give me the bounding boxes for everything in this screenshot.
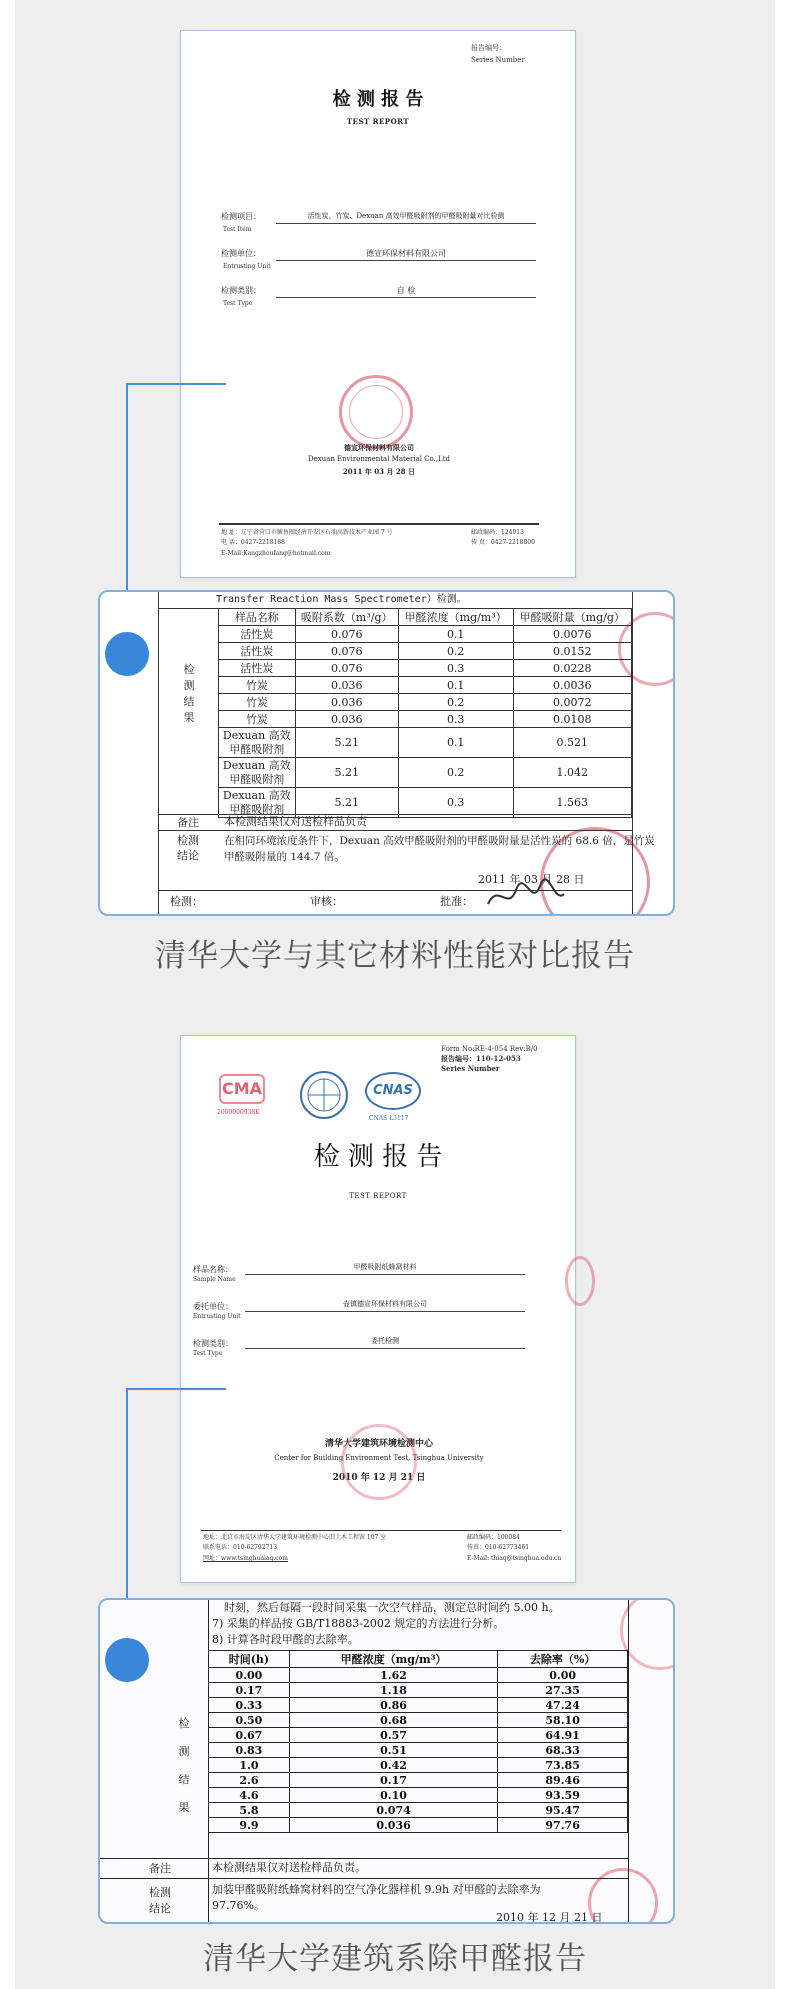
table-header-row [219,609,632,626]
table2-row [209,1683,628,1698]
table2-cell: 95.47 [498,1803,628,1818]
table-cell: 5.21 [295,728,398,758]
table-cell: 0.2 [398,694,513,711]
removal-rate-table [208,1650,628,1833]
unit-underline-2 [245,1311,525,1312]
table-cell-dexuan-name [219,728,296,758]
table-cell: 0.2 [398,643,513,660]
sign-approve: 批准： [440,895,473,908]
table-cell: 活性炭 [219,643,296,660]
zoom-top-text: Transfer Reaction Mass Spectrometer）检测。 [216,594,467,605]
note-label-2: 备注 [149,1862,171,1875]
dexuan-name-line-2: 甲醛吸附剂 [229,742,285,756]
item-underline [276,223,536,224]
table2-row [209,1758,628,1773]
serial-label: 报告编号： [471,44,506,52]
item-label: 检测项目： [221,212,261,221]
table2-cell: 0.86 [289,1698,497,1713]
table-header-cell: 样品名称 [219,609,296,626]
org-en-2: Center for Building Environment Test, Tsinghua University [274,1454,484,1462]
footer-addr: 地 址：辽宁省营口市鲅鱼圈经济开发区石油高新技术产业园 7 号 [221,529,393,536]
table-cell: 竹炭 [219,694,296,711]
unit-en-2: Entrusting Unit [193,1313,241,1320]
type-underline [276,297,536,298]
table-cell: 0.0228 [513,660,631,677]
table2-cell: 27.35 [498,1683,628,1698]
rule-note-2 [100,1858,628,1859]
table2-row [209,1818,628,1833]
table2-cell: 0.51 [289,1743,497,1758]
table-header-cell: 吸附系数（m³/g） [295,609,398,626]
table2-header-row [209,1651,628,1668]
table2-cell: 0.33 [209,1698,290,1713]
table-cell: 0.036 [295,694,398,711]
table-row [219,660,632,677]
table-cell: 活性炭 [219,626,296,643]
footer-tel-2: 联系电话：010-62792713 [203,1544,278,1551]
footer-email-2: E-Mail: thiaq@tsinghua.edu.cn [467,1555,562,1562]
dexuan-name-line-1: Dexuan 高效 [222,728,291,742]
report-subtitle: TEST REPORT [346,117,410,126]
table-cell: 0.0108 [513,711,631,728]
table2-row [209,1803,628,1818]
note-label: 备注 [177,816,199,829]
form-no: Form No:RE-4-054 Rev:B/0 [441,1045,538,1053]
results-side-label-2 [160,1710,208,1822]
org-cn: 德宣环保材料有限公司 [344,443,414,452]
unit-value: 德宣环保材料有限公司 [366,249,446,258]
table-cell: 0.0072 [513,694,631,711]
serial-en-2: Series Number [441,1064,500,1073]
footer-rule-2 [201,1530,561,1531]
rule-concl [158,830,632,831]
org-en: Dexuan Environmental Material Co.,Ltd [307,455,451,463]
table2-row [209,1728,628,1743]
table2-row [209,1668,628,1683]
results-side-text: 检测结果 [183,663,195,724]
table-row [219,694,632,711]
table2-cell: 0.57 [289,1728,497,1743]
concl-date-2: 2010 年 12 月 21 日 [496,1911,603,1924]
report-cover-2 [180,1035,576,1583]
results-side-text-2: 检测结果 [178,1717,190,1814]
sample-label: 样品名称： [193,1265,233,1274]
connector-dot-2 [105,1638,149,1682]
footer-fax-2: 传真：010-62773461 [467,1544,530,1551]
type-label: 检测类别： [221,286,261,295]
table-cell: 0.076 [295,660,398,677]
ilac-seal-icon [299,1070,349,1120]
dexuan-name-line-2: 甲醛吸附剂 [229,802,285,816]
table-header-cell: 甲醛浓度（mg/m³） [398,609,513,626]
footer-tel: 电 话：0427-2218188 [221,539,285,546]
dexuan-name-line-1: Dexuan 高效 [222,758,291,772]
table-row-dexuan [219,728,632,758]
footer-post-2: 邮政编码：100084 [467,1534,520,1541]
table-cell: 竹炭 [219,677,296,694]
table2-header-cell: 甲醛浓度（mg/m³） [289,1651,497,1668]
table2-cell: 1.0 [209,1758,290,1773]
table2-cell: 0.68 [289,1713,497,1728]
table2-cell: 0.42 [289,1758,497,1773]
red-seal-2 [341,1424,417,1500]
type-en-2: Test Type [193,1350,223,1357]
concl-line-2: 甲醛吸附量的 144.7 倍。 [224,851,345,863]
table-cell: 0.0076 [513,626,631,643]
table-cell: 1.563 [513,788,631,818]
intro-line-3: 8) 计算各时段甲醛的去除率。 [212,1633,359,1646]
type-value-2: 委托检测 [371,1337,399,1345]
table-cell: 5.21 [295,788,398,818]
footer-post: 邮政编码：124013 [471,529,524,536]
table-row [219,643,632,660]
footer-addr-2: 地址：北京市海淀区清华大学建筑环境检测中心旧土木工程馆 107 室 [203,1534,387,1541]
table-row [219,626,632,643]
table2-header-cell: 时间(h) [209,1651,290,1668]
zoomed-results-1 [98,590,675,916]
table-row [219,677,632,694]
zoomed-results-2 [98,1598,675,1924]
caption-2: 清华大学建筑系除甲醛报告 [203,1941,587,1977]
org-cn-2: 清华大学建筑环境检测中心 [324,1439,433,1449]
report-cover-1 [180,30,576,578]
table-cell: 0.3 [398,711,513,728]
table-row-dexuan [219,758,632,788]
item-value: 活性炭、竹炭、Dexuan 高效甲醛吸附剂的甲醛吸附量对比检测 [307,212,505,220]
concl-label-2: 结论 [177,849,199,862]
cma-number: 2009000938K [217,1109,260,1116]
footer-rule [219,523,539,525]
table-cell: 0.1 [398,626,513,643]
concl-label-1: 检测 [177,834,199,847]
table-right-border [632,592,633,916]
table-cell: 活性炭 [219,660,296,677]
table-row-dexuan [219,788,632,818]
table2-row [209,1743,628,1758]
footer-web: 网址：www.tsinghuaiaq.com [203,1555,288,1562]
footer-fax: 传 真：0427-2218800 [471,539,535,546]
concl-line-2a: 加装甲醛吸附纸蜂窝材料的空气净化器样机 9.9h 对甲醛的去除率为 [212,1883,541,1896]
report-title: 检 测 报 告 [332,89,424,110]
table2-row [209,1713,628,1728]
table2-cell: 0.83 [209,1743,290,1758]
table-cell: 0.521 [513,728,631,758]
unit-en: Entrusting Unit [223,263,271,270]
table-row [219,711,632,728]
intro-line-2: 7) 采集的样品按 GB/T18883-2002 规定的方法进行分析。 [212,1617,505,1630]
table-cell: 0.1 [398,728,513,758]
table2-cell: 64.91 [498,1728,628,1743]
connector-horizontal-1 [126,383,226,385]
table-cell: 0.036 [295,677,398,694]
table-cell-dexuan-name [219,788,296,818]
table-header-cell: 甲醛吸附量（mg/g） [513,609,631,626]
seal-edge [565,1256,595,1306]
table2-cell: 0.17 [289,1773,497,1788]
table2-cell: 0.10 [289,1788,497,1803]
table-cell: 5.21 [295,758,398,788]
red-seal-inner [349,385,403,439]
sign-review: 审核： [310,895,343,908]
type-underline-2 [245,1348,525,1349]
table2-right-border [628,1600,629,1924]
table-cell: 0.036 [295,711,398,728]
concl-label-2b: 结论 [149,1902,171,1915]
unit-value-2: 壶镇德宣环保材料有限公司 [343,1300,427,1308]
table2-cell: 9.9 [209,1818,290,1833]
table2-cell: 97.76 [498,1818,628,1833]
report-title-2: 检 测 报 告 [313,1142,443,1172]
handwritten-signature [480,874,570,916]
table2-row [209,1788,628,1803]
serial-en: Series Number [471,56,525,64]
dexuan-name-line-2: 甲醛吸附剂 [229,772,285,786]
sample-en: Sample Name [193,1276,236,1283]
report-subtitle-2: TEST REPORT [349,1192,407,1200]
adsorption-table [218,608,632,818]
concl-line-1: 在相同环境浓度条件下，Dexuan 高效甲醛吸附剂的甲醛吸附量是活性炭的 68.6 倍，是竹炭 [224,835,655,847]
table-cell: 竹炭 [219,711,296,728]
unit-underline [276,260,536,261]
table2-cell: 89.46 [498,1773,628,1788]
table2-row [209,1773,628,1788]
table2-cell: 2.6 [209,1773,290,1788]
table-cell: 0.3 [398,788,513,818]
sample-underline [245,1274,525,1275]
dexuan-name-line-1: Dexuan 高效 [222,788,291,802]
table2-cell: 0.00 [209,1668,290,1683]
table-cell: 0.1 [398,677,513,694]
unit-label: 检测单位： [221,249,261,258]
report-date-2: 2010 年 12 月 21 日 [332,1473,426,1483]
table-cell: 1.042 [513,758,631,788]
table2-cell: 93.59 [498,1788,628,1803]
note-text: 本检测结果仅对送检样品负责 [224,815,367,828]
table-cell-dexuan-name [219,758,296,788]
connector-horizontal-2 [126,1388,226,1390]
caption-1: 清华大学与其它材料性能对比报告 [155,938,635,974]
table-cell: 0.076 [295,643,398,660]
table2-cell: 47.24 [498,1698,628,1713]
concl-date: 2011 年 03 月 28 日 [478,873,585,886]
table2-cell: 4.6 [209,1788,290,1803]
table-cell: 0.0152 [513,643,631,660]
note-text-2: 本检测结果仅对送检样品负责。 [212,1861,366,1874]
unit-label-2: 委托单位： [193,1302,233,1311]
table-cell: 0.3 [398,660,513,677]
table-cell: 0.076 [295,626,398,643]
connector-dot-1 [105,632,149,676]
type-value: 自 检 [396,286,416,295]
table2-cell: 0.67 [209,1728,290,1743]
sample-value: 甲醛吸附纸蜂窝材料 [353,1263,417,1271]
table2-cell: 0.17 [209,1683,290,1698]
report-date: 2011 年 03 月 28 日 [342,467,416,476]
table2-cell: 1.62 [289,1668,497,1683]
table-left-border [158,592,159,916]
table2-cell: 0.074 [289,1803,497,1818]
footer-email: E-Mail:Kangzhoufang@hotmail.com [221,550,331,557]
table2-cell: 0.00 [498,1668,628,1683]
intro-line-1: 时刻，然后每隔一段时间采集一次空气样品，测定总时间约 5.00 h。 [224,1601,560,1614]
item-en: Test Item [223,226,252,233]
table-cell: 0.2 [398,758,513,788]
table2-cell: 68.33 [498,1743,628,1758]
table2-cell: 73.85 [498,1758,628,1773]
table2-cell: 58.10 [498,1713,628,1728]
cma-logo: CMA [219,1074,265,1104]
type-en: Test Type [223,300,253,307]
table2-cell: 5.8 [209,1803,290,1818]
table2-cell: 0.50 [209,1713,290,1728]
cnas-logo: CNAS [365,1072,421,1110]
table-cell: 0.0036 [513,677,631,694]
table2-header-cell: 去除率（%） [498,1651,628,1668]
table2-cell: 0.036 [289,1818,497,1833]
results-side-label [160,662,218,726]
concl-line-2b: 97.76%。 [212,1899,265,1912]
table2-row [209,1698,628,1713]
table2-cell: 1.18 [289,1683,497,1698]
rule-concl-2 [100,1878,628,1879]
type-label-2: 检测类别： [193,1339,233,1348]
concl-label-2a: 检测 [149,1886,171,1899]
report-no: 报告编号：110-12-053 [441,1054,521,1063]
cnas-number: CNAS L3117 [369,1115,409,1122]
sign-check: 检测： [170,895,203,908]
